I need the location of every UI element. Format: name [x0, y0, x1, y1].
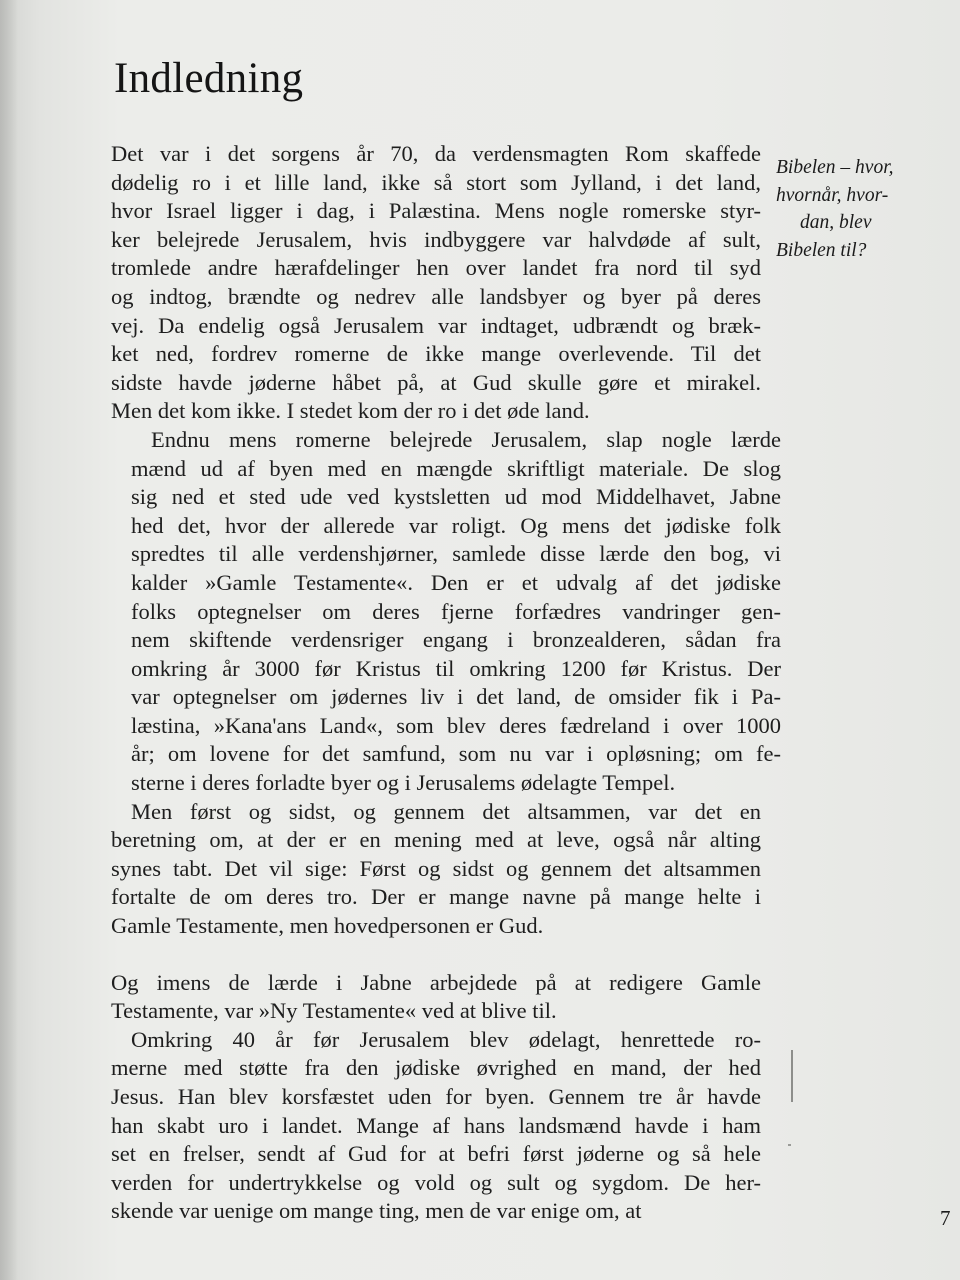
text-line: læstina, »Kana'ans Land«, som blev deres fædreland i over 1000: [131, 712, 781, 738]
paragraph-5: [111, 1026, 761, 1226]
text-line: Jesus. Han blev korsfæstet uden for byen. Gennem tre år havde: [111, 1084, 761, 1109]
text-line: Omkring 40 år før Jerusalem blev ødelagt, henrettede ro-: [131, 1026, 761, 1052]
text-line: dødelig ro i et lille land, ikke så stort som Jylland, i det land,: [111, 169, 761, 195]
margin-note: [776, 154, 926, 264]
text-line: kalder »Gamle Testamente«. Den er et udvalg af det jødiske: [131, 569, 781, 595]
text-line: Og imens de lærde i Jabne arbejdede på at redigere Gamle: [111, 969, 761, 995]
text-line: han skabt uro i landet. Mange af hans landsmænd havde i ham: [111, 1112, 761, 1138]
paragraph-4: [111, 969, 761, 1026]
margin-note-line: dan, blev: [800, 212, 872, 233]
text-line: ket ned, fordrev romerne de ikke mange overlevende. Til det: [111, 341, 761, 367]
text-line: var optegnelser om jødernes liv i det land, de omsider fik i Pa-: [131, 684, 781, 710]
paragraph-3: [111, 798, 761, 941]
page-gutter-shadow: [0, 0, 18, 1280]
text-line: sig ned et sted ude ved kystsletten ud mod Middelhavet, Jabne: [131, 484, 781, 510]
paragraph-2: [111, 426, 781, 798]
paragraph-1: [111, 140, 761, 426]
text-line: og indtog, brændte og nedrev alle landsbyer og byer på deres: [111, 283, 761, 309]
text-line: beretning om, at der er en mening med at leve, også når alting: [111, 827, 761, 853]
chapter-title: Indledning: [114, 55, 304, 102]
text-line: vej. Da endelig også Jerusalem var indtaget, udbrændt og bræk-: [111, 312, 761, 338]
text-line: omkring år 3000 før Kristus til omkring 1200 før Kristus. Der: [131, 655, 781, 681]
text-line: nem skiftende verdensriger engang i bronzealderen, sådan fra: [131, 627, 781, 653]
text-line: fortalte de om deres tro. Der er mange navne på mange helte i: [111, 884, 761, 910]
text-line: Gamle Testamente, men hovedpersonen er Gud.: [111, 913, 544, 939]
page-number: 7: [940, 1206, 951, 1230]
text-line: merne med støtte fra den jødiske øvrighed en mand, der hed: [111, 1055, 761, 1081]
text-line: synes tabt. Det vil sige: Først og sidst og gennem det altsammen: [111, 855, 761, 881]
text-line: år; om lovene for det samfund, som nu var i opløsning; om fe-: [131, 741, 781, 767]
text-line: Endnu mens romerne belejrede Jerusalem, slap nogle lærde: [151, 426, 781, 452]
pencil-mark: [791, 1050, 793, 1102]
margin-note-line: Bibelen til?: [776, 239, 867, 261]
text-line: Men det kom ikke. I stedet kom der ro i det øde land.: [111, 398, 590, 424]
text-line: folks optegnelser om deres fjerne forfædres vandringer gen-: [131, 598, 781, 624]
text-line: Testamente, var »Ny Testamente« ved at blive til.: [111, 998, 557, 1024]
text-line: sterne i deres forladte byer og i Jerusalems ødelagte Tempel.: [131, 770, 676, 796]
text-line: ker belejrede Jerusalem, hvis indbyggere var halvdøde af sult,: [111, 226, 761, 252]
text-line: skende var uenige om mange ting, men de var enige om, at: [111, 1198, 642, 1224]
text-line: set en frelser, sendt af Gud for at befri først jøderne og så hele: [111, 1141, 761, 1167]
text-line: hed det, hvor der allerede var roligt. Og mens det jødiske folk: [131, 512, 781, 538]
text-line: spredtes til alle verdenshjørner, samlede disse lærde den bog, vi: [131, 541, 781, 567]
text-line: sidste havde jøderne håbet på, at Gud skulle gøre et mirakel.: [111, 369, 761, 395]
text-line: hvor Israel ligger i dag, i Palæstina. Mens nogle romerske styr-: [111, 198, 761, 224]
text-line: tromlede andre hærafdelinger hen over landet fra nord til syd: [111, 255, 761, 281]
body-text: [111, 140, 781, 1226]
text-line: Men først og sidst, og gennem det altsammen, var det en: [131, 798, 761, 824]
text-line: Det var i det sorgens år 70, da verdensmagten Rom skaffede: [111, 141, 761, 166]
margin-note-line: Bibelen – hvor,: [776, 157, 894, 178]
margin-note-line: hvornår, hvor-: [776, 184, 889, 206]
text-line: mænd ud af byen med en mængde skriftligt materiale. De slog: [131, 455, 781, 481]
text-line: verden for undertrykkelse og vold og sult og sygdom. De her-: [111, 1169, 761, 1195]
pencil-dot: [788, 1144, 791, 1146]
